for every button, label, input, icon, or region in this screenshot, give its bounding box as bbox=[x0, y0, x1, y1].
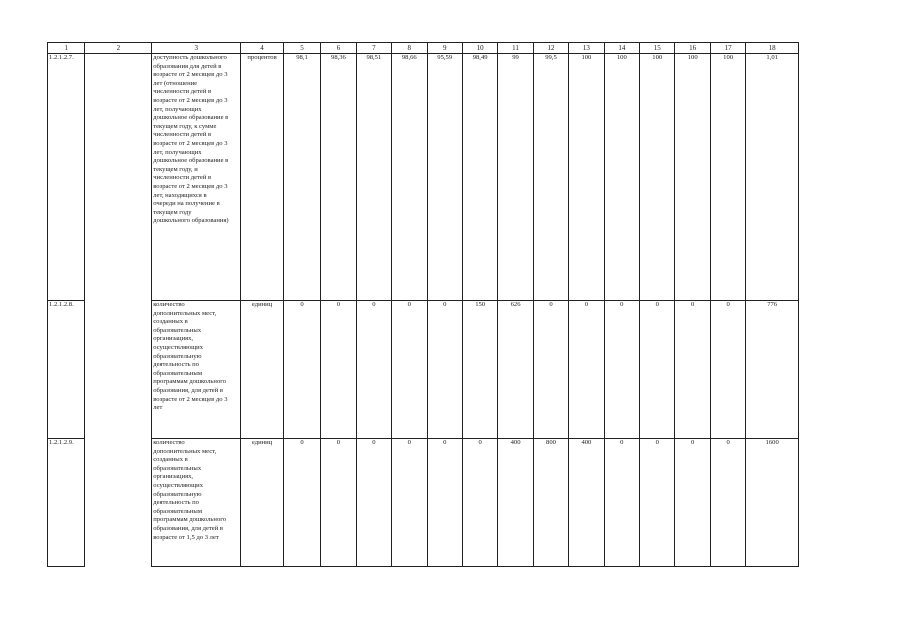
column-header: 16 bbox=[675, 43, 710, 54]
total-cell: 1600 bbox=[746, 439, 799, 567]
indicator-name-line: осуществляющих bbox=[153, 481, 203, 489]
indicator-name bbox=[152, 439, 241, 567]
indicator-name bbox=[152, 54, 241, 301]
indicator-name-line: дополнительных мест, bbox=[153, 309, 217, 317]
indicator-name-line: программам дошкольного bbox=[153, 378, 227, 386]
row-code: 1.2.1.2.8. bbox=[48, 301, 85, 439]
value-cell: 100 bbox=[710, 54, 745, 301]
row-code: 1.2.1.2.9. bbox=[48, 439, 85, 567]
value-cell: 0 bbox=[427, 301, 462, 439]
value-cell: 0 bbox=[392, 439, 427, 567]
empty-column-cell bbox=[85, 54, 152, 567]
indicator-name-line: текущем году, и bbox=[153, 165, 198, 173]
indicator-name-line: дошкольное образование в bbox=[153, 114, 229, 122]
column-header: 13 bbox=[569, 43, 604, 54]
indicator-name-line: возрасте от 2 месяцев до 3 bbox=[153, 182, 228, 190]
indicator-name-line: организациях, bbox=[153, 335, 194, 343]
value-cell: 100 bbox=[640, 54, 675, 301]
value-cell: 0 bbox=[533, 301, 568, 439]
indicator-name-line: текущем году bbox=[153, 208, 192, 216]
indicator-name-line: деятельность по bbox=[153, 361, 199, 369]
value-cell: 0 bbox=[321, 439, 356, 567]
unit-cell: процентов bbox=[241, 54, 284, 301]
column-header: 1 bbox=[48, 43, 85, 54]
value-cell: 100 bbox=[675, 54, 710, 301]
indicator-name-line: деятельность по bbox=[153, 499, 199, 507]
value-cell: 0 bbox=[604, 301, 639, 439]
table-row bbox=[48, 301, 799, 439]
column-header: 7 bbox=[356, 43, 391, 54]
indicator-name-line: образовательных bbox=[153, 464, 202, 472]
indicator-name-line: образовательным bbox=[153, 369, 202, 377]
indicator-name-line: лет, находящихся в bbox=[153, 191, 207, 199]
value-cell: 0 bbox=[569, 301, 604, 439]
indicator-name-line: численности детей в bbox=[153, 131, 212, 139]
value-cell: 0 bbox=[640, 439, 675, 567]
column-header: 17 bbox=[710, 43, 745, 54]
value-cell: 626 bbox=[498, 301, 533, 439]
value-cell: 0 bbox=[640, 301, 675, 439]
column-header: 2 bbox=[85, 43, 152, 54]
value-cell: 99,5 bbox=[533, 54, 568, 301]
value-cell: 0 bbox=[710, 301, 745, 439]
column-header: 5 bbox=[283, 43, 320, 54]
indicator-name-line: образовательных bbox=[153, 326, 202, 334]
value-cell: 0 bbox=[604, 439, 639, 567]
value-cell: 800 bbox=[533, 439, 568, 567]
indicator-name-line: количество bbox=[153, 439, 185, 446]
indicator-name-line: созданных в bbox=[153, 318, 188, 326]
value-cell: 99 bbox=[498, 54, 533, 301]
indicator-name-line: программам дошкольного bbox=[153, 516, 227, 524]
indicator-name bbox=[152, 301, 241, 439]
indicator-name-line: возрасте от 2 месяцев до 3 bbox=[153, 71, 228, 79]
indicator-name-line: образования, для детей в bbox=[153, 386, 224, 394]
indicator-name-line: лет, получающих bbox=[153, 105, 202, 113]
value-cell: 150 bbox=[462, 301, 497, 439]
indicator-name-line: возрасте от 2 месяцев до 3 bbox=[153, 96, 228, 104]
column-header: 14 bbox=[604, 43, 639, 54]
value-cell: 100 bbox=[569, 54, 604, 301]
value-cell: 95,59 bbox=[427, 54, 462, 301]
indicator-name-line: численности детей в bbox=[153, 174, 212, 182]
column-header: 11 bbox=[498, 43, 533, 54]
column-header: 12 bbox=[533, 43, 568, 54]
indicator-name-line: образования, для детей в bbox=[153, 524, 224, 532]
indicator-name-line: лет (отношение bbox=[153, 79, 198, 87]
indicator-name-line: образовательную bbox=[153, 352, 202, 360]
column-header: 15 bbox=[640, 43, 675, 54]
indicator-name-line: дополнительных мест, bbox=[153, 447, 217, 455]
indicator-name-line: осуществляющих bbox=[153, 343, 203, 351]
value-cell: 0 bbox=[675, 439, 710, 567]
indicator-name-line: дошкольного образования) bbox=[153, 217, 229, 225]
indicator-name-line: возрасте от 1,5 до 3 лет bbox=[153, 533, 219, 541]
row-code: 1.2.1.2.7. bbox=[48, 54, 85, 301]
total-cell: 776 bbox=[746, 301, 799, 439]
value-cell: 0 bbox=[283, 439, 320, 567]
indicator-name-line: лет, получающих bbox=[153, 148, 202, 156]
value-cell: 0 bbox=[356, 301, 391, 439]
value-cell: 0 bbox=[462, 439, 497, 567]
value-cell: 400 bbox=[569, 439, 604, 567]
indicator-name-line: текущем году, к сумме bbox=[153, 122, 217, 130]
indicator-name-line: возрасте от 2 месяцев до 3 bbox=[153, 395, 228, 403]
unit-cell: единиц bbox=[241, 439, 284, 567]
value-cell: 0 bbox=[392, 301, 427, 439]
indicator-name-line: организациях, bbox=[153, 473, 194, 481]
column-header: 8 bbox=[392, 43, 427, 54]
indicator-name-line: очереди на получение в bbox=[153, 200, 220, 208]
value-cell: 100 bbox=[604, 54, 639, 301]
table-row bbox=[48, 439, 799, 567]
value-cell: 98,49 bbox=[462, 54, 497, 301]
value-cell: 0 bbox=[283, 301, 320, 439]
indicator-name-line: лет bbox=[153, 404, 163, 412]
indicator-name-line: образования для детей в bbox=[153, 62, 222, 70]
column-header: 6 bbox=[321, 43, 356, 54]
value-cell: 98,51 bbox=[356, 54, 391, 301]
value-cell: 0 bbox=[321, 301, 356, 439]
indicator-name-line: количество bbox=[153, 301, 185, 308]
total-cell: 1,01 bbox=[746, 54, 799, 301]
value-cell: 98,36 bbox=[321, 54, 356, 301]
value-cell: 98,66 bbox=[392, 54, 427, 301]
column-header: 18 bbox=[746, 43, 799, 54]
indicator-name-line: образовательную bbox=[153, 490, 202, 498]
value-cell: 0 bbox=[710, 439, 745, 567]
value-cell: 0 bbox=[427, 439, 462, 567]
indicator-name-line: созданных в bbox=[153, 456, 188, 464]
unit-cell: единиц bbox=[241, 301, 284, 439]
indicator-name-line: возрасте от 2 месяцев до 3 bbox=[153, 139, 228, 147]
column-header: 9 bbox=[427, 43, 462, 54]
table-header-row bbox=[48, 43, 799, 54]
value-cell: 400 bbox=[498, 439, 533, 567]
value-cell: 98,1 bbox=[283, 54, 320, 301]
column-header: 4 bbox=[241, 43, 284, 54]
table-row bbox=[48, 54, 799, 301]
indicator-name-line: доступность дошкольного bbox=[153, 54, 227, 61]
column-header: 10 bbox=[462, 43, 497, 54]
indicator-name-line: дошкольное образование в bbox=[153, 157, 229, 165]
value-cell: 0 bbox=[675, 301, 710, 439]
indicator-name-line: образовательным bbox=[153, 507, 202, 515]
indicator-table bbox=[47, 42, 799, 567]
value-cell: 0 bbox=[356, 439, 391, 567]
indicator-name-line: численности детей в bbox=[153, 88, 212, 96]
column-header: 3 bbox=[152, 43, 241, 54]
